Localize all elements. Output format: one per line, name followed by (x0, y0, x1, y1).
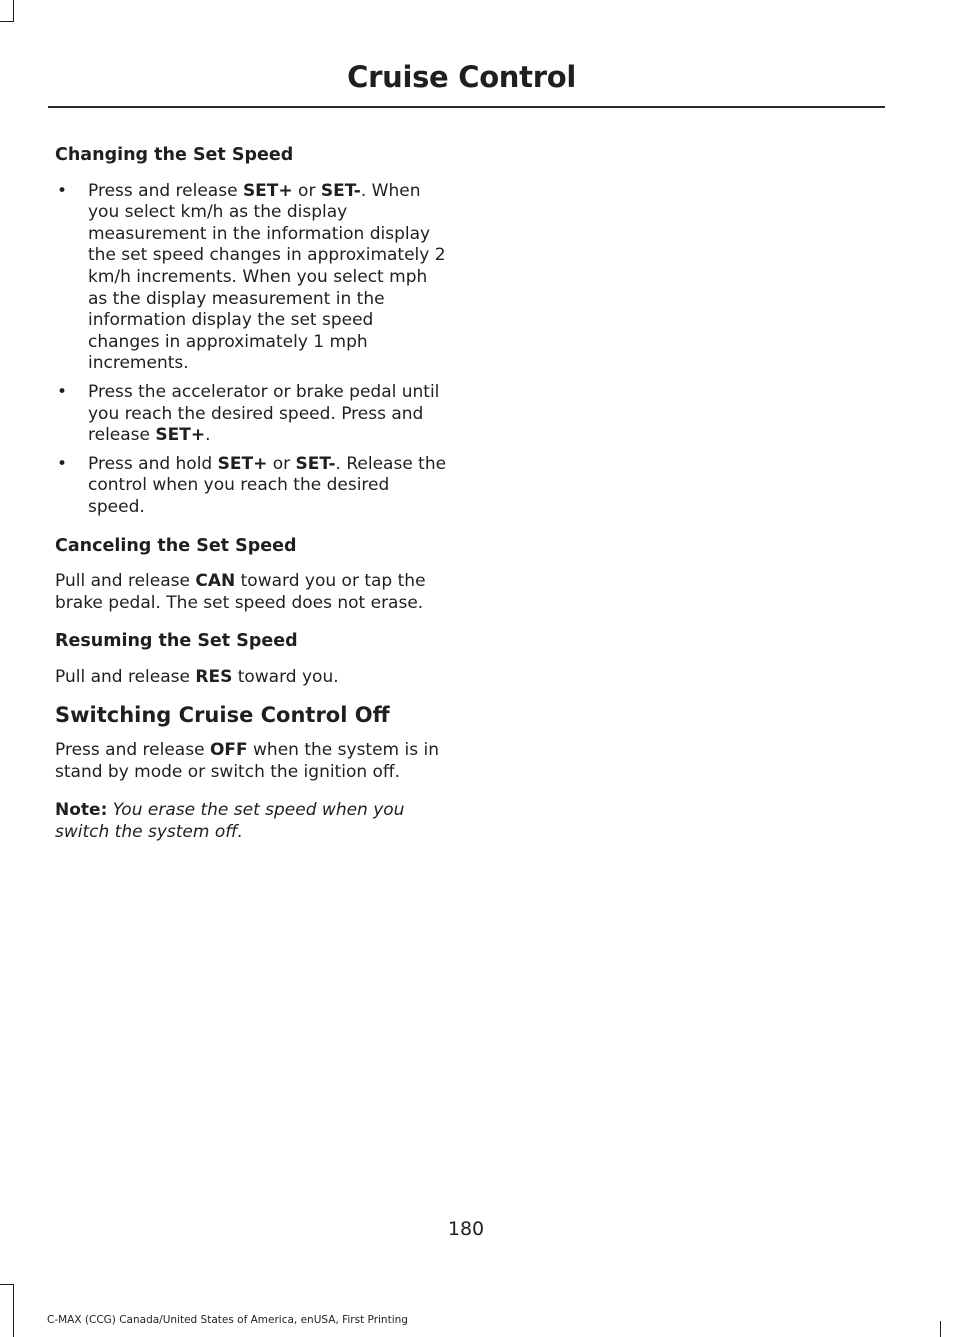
crop-mark-bottom-right-vertical (940, 1321, 941, 1337)
text: when the system is in stand by mode or switch the ignition off. (55, 740, 439, 782)
bullet-icon: • (57, 180, 68, 201)
text: Pull and release (55, 666, 196, 687)
heading-resuming-set-speed: Resuming the Set Speed (55, 631, 298, 652)
control-label-off: OFF (209, 740, 248, 761)
note-label: Note: (55, 800, 108, 821)
paragraph-resuming-set-speed (55, 667, 450, 689)
note-text: You erase the set speed when you switch the system off. (55, 800, 405, 842)
heading-changing-set-speed: Changing the Set Speed (55, 145, 294, 165)
text: . (205, 425, 211, 446)
heading-canceling-set-speed: Canceling the Set Speed (55, 535, 297, 556)
control-label-set-plus: SET+ (242, 180, 293, 201)
text: Press and release (55, 740, 210, 761)
control-label-set-plus: SET+ (155, 425, 206, 446)
publication-footer: C-MAX (CCG) Canada/United States of America, enUSA, First Printing (47, 1314, 408, 1326)
crop-mark-top-left-vertical (13, 0, 14, 22)
text: Press the accelerator or brake pedal until you reach the desired speed. Press and release (88, 381, 440, 446)
list-item (55, 181, 450, 375)
control-label-set-plus: SET+ (217, 453, 268, 474)
bullet-icon: • (57, 381, 68, 402)
control-label-res: RES (195, 666, 233, 687)
text: or (292, 180, 321, 201)
bullet-icon: • (57, 453, 68, 474)
note (55, 800, 450, 843)
paragraph-canceling-set-speed (55, 571, 450, 614)
text: Press and release (88, 180, 243, 201)
text: toward you. (232, 666, 339, 687)
page-number: 180 (447, 1218, 485, 1240)
text: . Release the control when you reach the desired speed. (88, 453, 447, 517)
control-label-can: CAN (195, 571, 236, 592)
control-label-set-minus: SET- (295, 453, 336, 474)
page-title: Cruise Control (347, 60, 576, 94)
text: Pull and release (55, 571, 196, 592)
crop-mark-top-left-horizontal (0, 21, 14, 22)
list-item (55, 382, 450, 447)
header-divider (48, 106, 885, 108)
bullet-list-changing-set-speed (55, 181, 450, 519)
text: or (267, 453, 296, 474)
heading-switching-cruise-control-off: Switching Cruise Control Off (55, 703, 390, 728)
control-label-set-minus: SET- (320, 180, 361, 201)
text: toward you or tap the brake pedal. The set speed does not erase. (55, 571, 426, 613)
text: Press and hold (88, 453, 218, 474)
main-content (55, 145, 450, 860)
crop-mark-bottom-left-horizontal (0, 1284, 14, 1285)
paragraph-switching-off (55, 740, 450, 783)
crop-mark-bottom-left-vertical (13, 1284, 14, 1337)
text: . When you select km/h as the display measurement in the information display the set speed changes in approximately 2 km/h increments. When you select mph as the display measurement in the information display the set speed changes in approximately 1 mph increments. (88, 180, 446, 374)
list-item (55, 454, 450, 519)
